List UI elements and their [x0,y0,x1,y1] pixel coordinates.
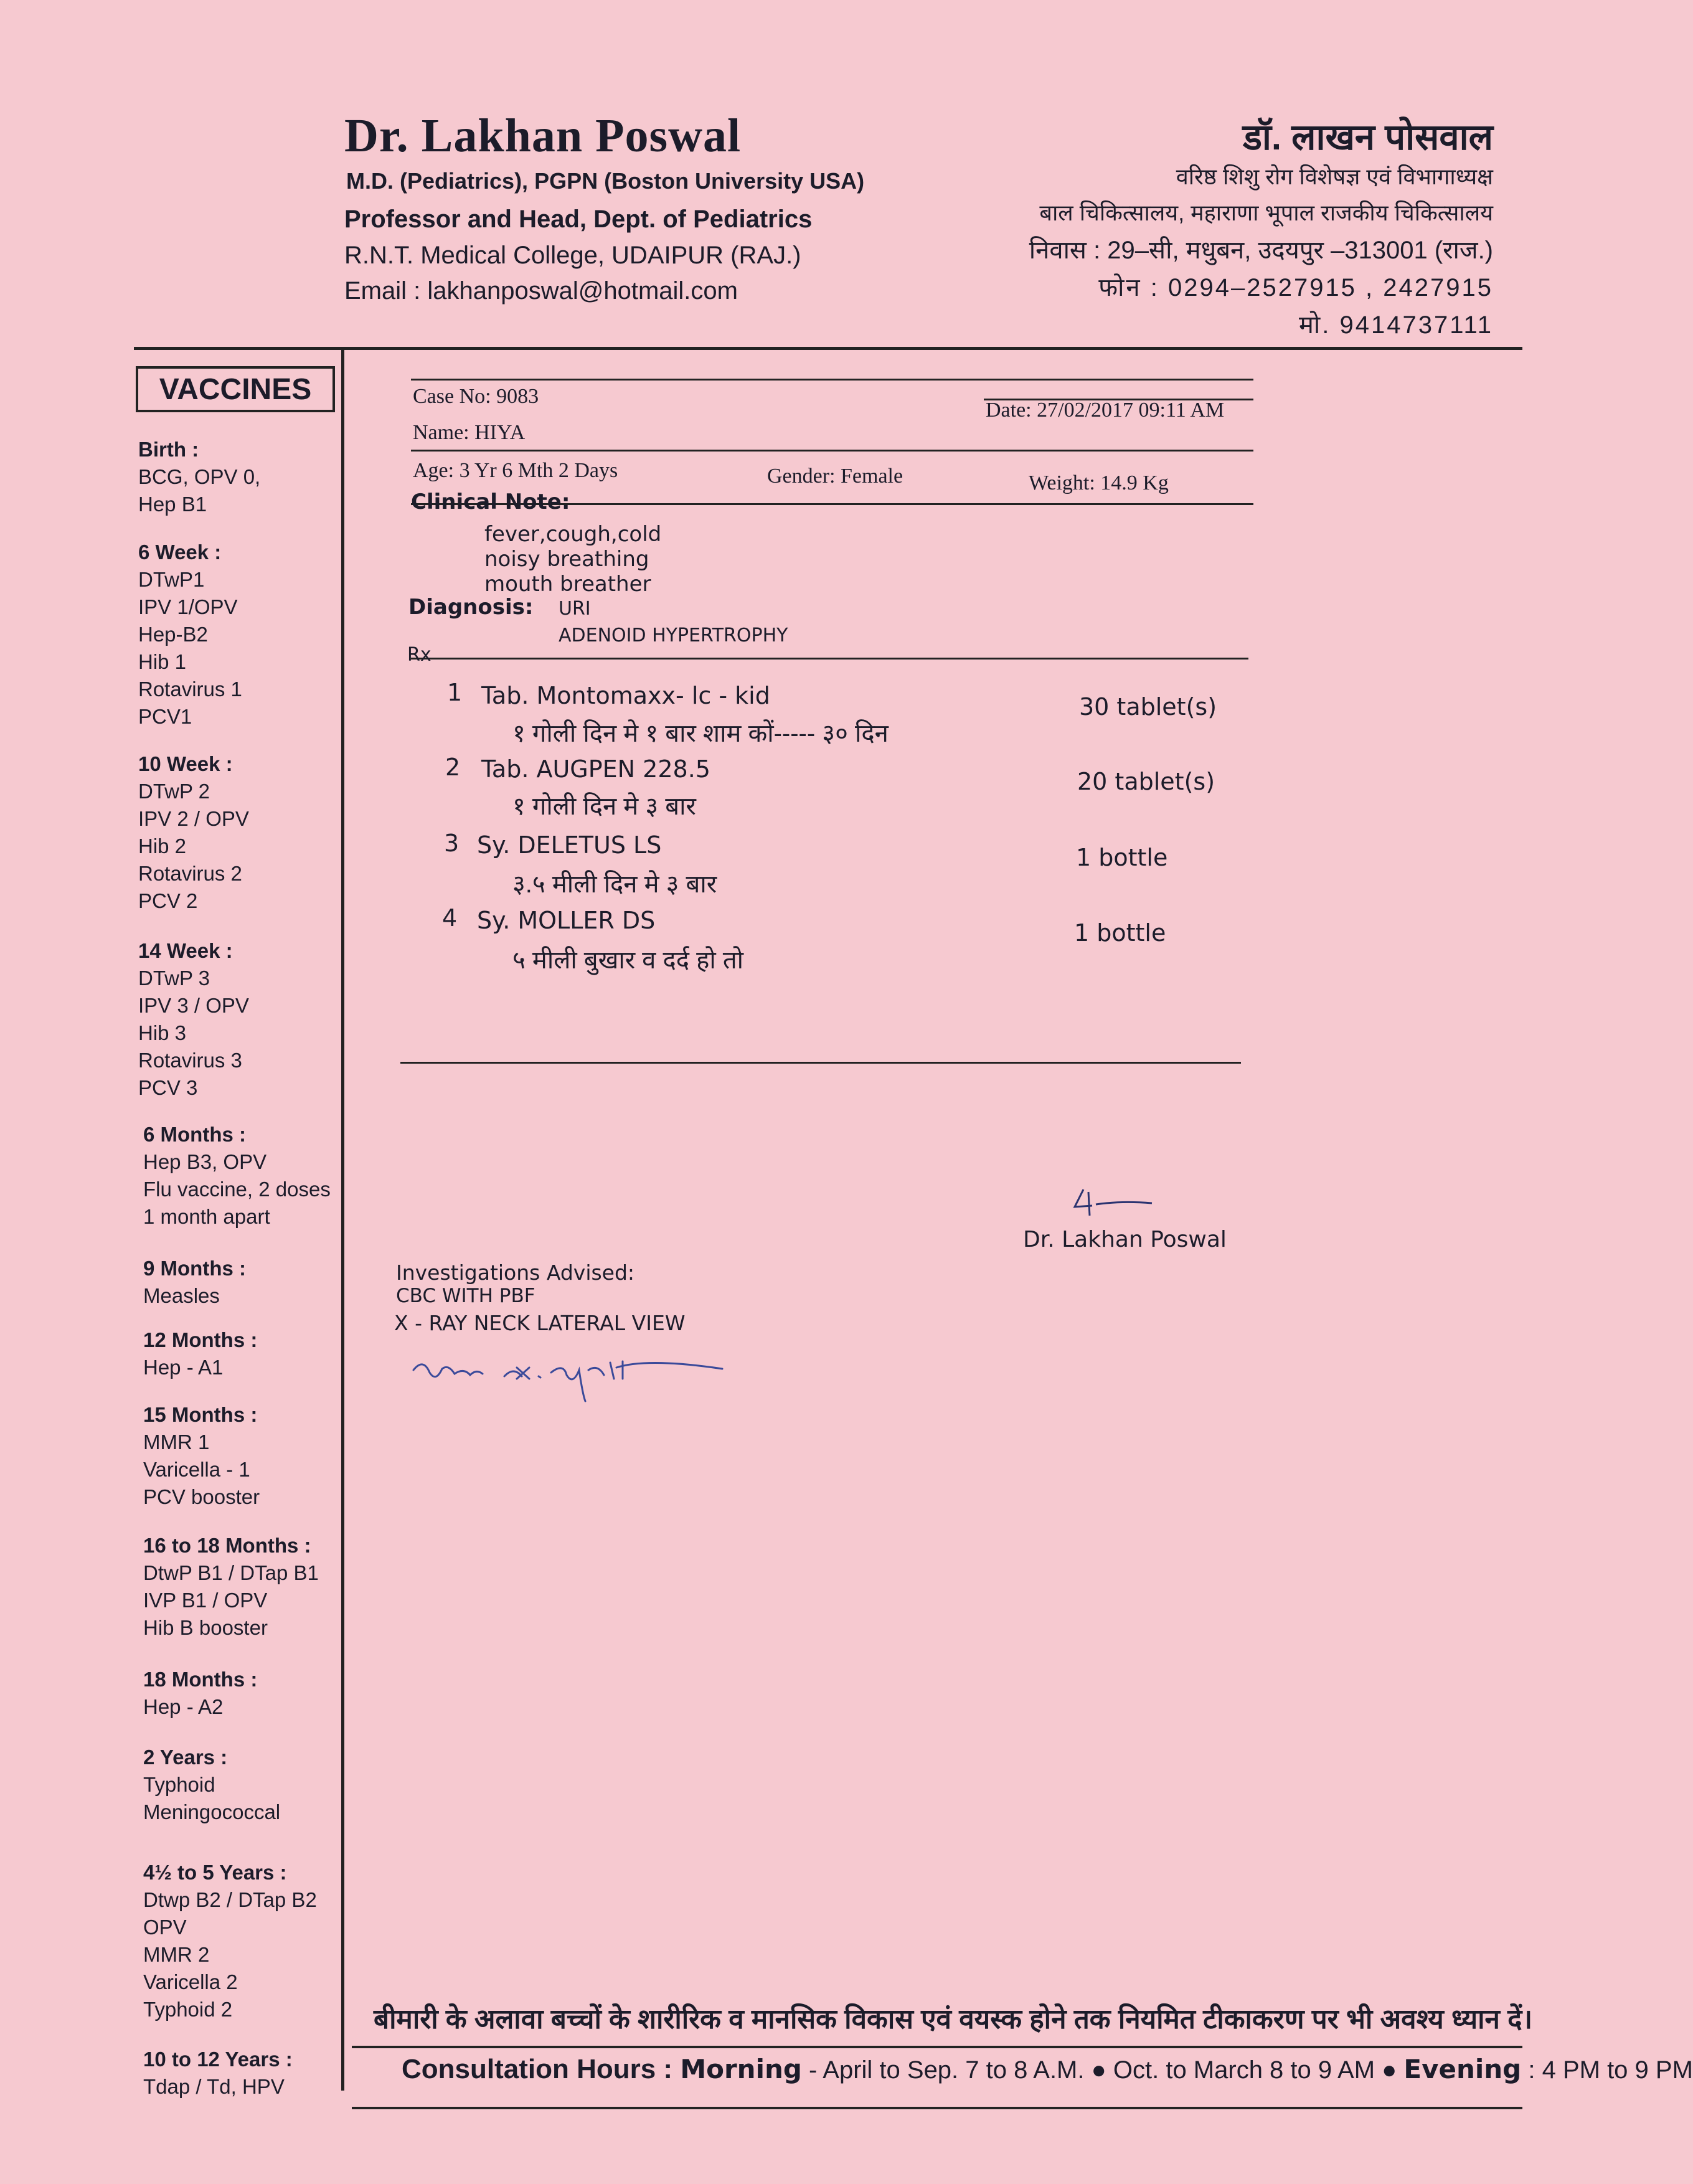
rx-quantity: 20 tablet(s) [1077,768,1215,795]
vaccine-item: BCG, OPV 0, [138,465,261,488]
rx-drug: Sy. MOLLER DS [477,907,656,934]
diagnosis-line: URI [559,598,591,620]
rx-instruction: ३.५ मीली दिन मे ३ बार [512,871,717,898]
investigation-item: X - RAY NECK LATERAL VIEW [394,1311,686,1335]
rx-drug: Tab. Montomaxx- lc - kid [481,682,770,709]
vaccine-item: MMR 2 [143,1943,210,1966]
vaccine-group [143,1532,319,1642]
vaccine-item: 1 month apart [143,1205,270,1228]
consultation-hours [402,2054,1693,2085]
vaccine-item: Rotavirus 2 [138,862,242,885]
patient-name: Name: HIYA [413,421,526,444]
vaccine-group [143,1744,280,1826]
diagnosis-label: Diagnosis: [408,595,534,620]
vaccine-item: Hep - A1 [143,1356,224,1379]
vaccine-item: Meningococcal [143,1800,281,1823]
footer-hindi-note: बीमारी के अलावा बच्चों के शारीरिक व मानसिक विकास एवं वयस्क होने तक नियमित टीकाकरण पर भी अवश्य ध्यान दें। [374,2004,1533,2035]
footer-bottom-rule [352,2107,1522,2109]
vaccine-item: Hib 3 [138,1021,187,1044]
vaccine-group-title: 10 to 12 Years : [143,2048,293,2071]
vaccine-group-title: 4½ to 5 Years : [143,1861,287,1884]
vaccine-group-title: 15 Months : [143,1403,258,1426]
signature-mark [1071,1183,1158,1221]
sidebar-divider [341,347,344,2091]
rx-quantity: 30 tablet(s) [1079,693,1217,721]
vaccine-group-title: Birth : [138,438,199,461]
rx-instruction: ५ मीली बुखार व दर्द हो तो [512,947,743,974]
vaccine-group-title: 12 Months : [143,1328,258,1351]
vaccine-item: Dtwp B2 / DTap B2 [143,1888,317,1911]
vaccine-item: Flu vaccine, 2 doses [143,1178,331,1201]
vaccine-item: Rotavirus 3 [138,1049,242,1072]
vaccine-item: Varicella 2 [143,1970,238,1993]
vaccine-group-title: 16 to 18 Months : [143,1534,311,1557]
signature-name: Dr. Lakhan Poswal [1023,1227,1227,1252]
vaccine-item: Hib 1 [138,650,187,673]
investigations-label: Investigations Advised: [396,1260,635,1285]
evening-hours: : 4 PM to 9 PM [1521,2056,1693,2084]
vaccine-item: Hib B booster [143,1616,268,1639]
patient-top-rule [411,379,1253,381]
vaccine-item: Hep B3, OPV [143,1150,267,1173]
vaccine-item: Rotavirus 1 [138,678,242,701]
vaccine-item: PCV 3 [138,1076,198,1099]
rx-instruction: १ गोली दिन मे १ बार शाम कों----- ३० दिन [512,720,889,747]
case-number: Case No: 9083 [413,385,539,408]
name-rule [411,450,1253,451]
vaccine-group [143,1255,246,1310]
morning-label: Morning [680,2054,802,2084]
patient-weight: Weight: 14.9 Kg [1029,471,1169,494]
vaccine-item: OPV [143,1916,187,1939]
vaccine-group [138,750,249,915]
morning-hours: - April to Sep. 7 to 8 A.M. ● Oct. to March 8 to 9 AM ● [801,2056,1404,2084]
clinical-note-line: mouth breather [484,572,651,597]
vaccine-item: IPV 2 / OPV [138,807,249,830]
vaccine-item: IVP B1 / OPV [143,1589,268,1612]
vaccine-item: MMR 1 [143,1430,210,1454]
rx-label: Rx [407,644,432,666]
visit-date: Date: 27/02/2017 09:11 AM [986,399,1225,422]
rx-drug: Tab. AUGPEN 228.5 [481,755,710,783]
rx-quantity: 1 bottle [1076,844,1168,871]
vaccine-group-title: 9 Months : [143,1257,246,1280]
rx-number: 3 [444,830,460,857]
vaccine-group-title: 6 Months : [143,1123,246,1146]
rx-quantity: 1 bottle [1074,919,1166,947]
vaccine-group-title: 18 Months : [143,1668,258,1691]
vaccine-item: Hib 2 [138,834,187,858]
rx-drug: Sy. DELETUS LS [477,831,662,859]
vaccine-group-title: 14 Week : [138,939,233,962]
vaccine-item: Measles [143,1284,220,1307]
investigation-item: CBC WITH PBF [396,1285,535,1307]
patient-gender: Gender: Female [767,465,903,488]
rx-number: 2 [445,754,461,781]
vaccine-group [143,1326,257,1381]
rx-number: 4 [442,904,458,932]
vaccine-group [143,2046,293,2101]
evening-label: Evening [1403,2054,1522,2084]
vaccine-group [143,1666,257,1721]
vaccine-item: PCV 2 [138,889,198,912]
vaccine-group [138,937,249,1102]
vaccine-group [138,436,260,518]
hindi-doctor-name: डॉ. लाखन पोसवाल [1242,117,1493,158]
vaccine-item: DtwP B1 / DTap B1 [143,1561,319,1584]
vaccine-item: Typhoid [143,1773,215,1796]
consultation-label: Consultation Hours : [402,2054,681,2084]
vaccine-item: Hep B1 [138,493,207,516]
vaccine-item: PCV1 [138,705,192,728]
vaccine-group-title: 10 Week : [138,752,233,775]
rx-number: 1 [447,679,463,706]
vaccine-item: PCV booster [143,1485,260,1508]
hindi-phone: फोन : 0294–2527915 , 2427915 [1098,274,1493,301]
hindi-address: निवास : 29–सी, मधुबन, उदयपुर –313001 (राज.) [1029,237,1493,264]
vaccine-group-title: 6 Week : [138,541,222,564]
vaccine-group [143,1859,317,2023]
vaccine-item: IPV 1/OPV [138,595,238,618]
vaccine-group [143,1401,260,1511]
vaccine-item: DTwP1 [138,568,205,591]
vaccine-group-title: 2 Years : [143,1746,228,1769]
clinical-note-label: Clinical Note: [411,489,570,514]
handwritten-scribble [411,1351,735,1407]
vaccine-item: DTwP 3 [138,967,210,990]
clinical-note-line: fever,cough,cold [484,522,662,547]
vaccines-title: VACCINES [136,366,335,412]
hindi-mobile: मो. 9414737111 [1298,311,1493,339]
vaccine-item: DTwP 2 [138,780,210,803]
doctor-email[interactable]: Email : lakhanposwal@hotmail.com [344,277,738,305]
clinical-note-line: noisy breathing [484,547,649,572]
hindi-designation: वरिष्ठ शिशु रोग विशेषज्ञ एवं विभागाध्यक्ष [1176,164,1493,189]
rx-end-rule [400,1062,1241,1064]
rx-instruction: १ गोली दिन मे ३ बार [512,793,696,820]
diagnosis-line: ADENOID HYPERTROPHY [559,625,788,646]
vaccine-item: Typhoid 2 [143,1998,233,2021]
diagnosis-rule [411,658,1248,659]
vaccine-item: Hep-B2 [138,623,208,646]
patient-age: Age: 3 Yr 6 Mth 2 Days [413,459,618,482]
doctor-degrees: M.D. (Pediatrics), PGPN (Boston University USA) [346,168,865,194]
doctor-name: Dr. Lakhan Poswal [344,110,742,162]
footer-top-rule [352,2046,1522,2048]
vaccine-item: Tdap / Td, HPV [143,2075,285,2098]
vaccine-item: Hep - A2 [143,1695,224,1718]
vaccine-item: IPV 3 / OPV [138,994,249,1017]
doctor-designation: Professor and Head, Dept. of Pediatrics [344,206,813,233]
vaccine-group [143,1121,331,1231]
college-address: R.N.T. Medical College, UDAIPUR (RAJ.) [344,242,801,269]
hindi-hospital: बाल चिकित्सालय, महाराणा भूपाल राजकीय चिकित्सालय [1039,200,1493,225]
vaccine-group [138,539,242,730]
vaccine-item: Varicella - 1 [143,1458,250,1481]
